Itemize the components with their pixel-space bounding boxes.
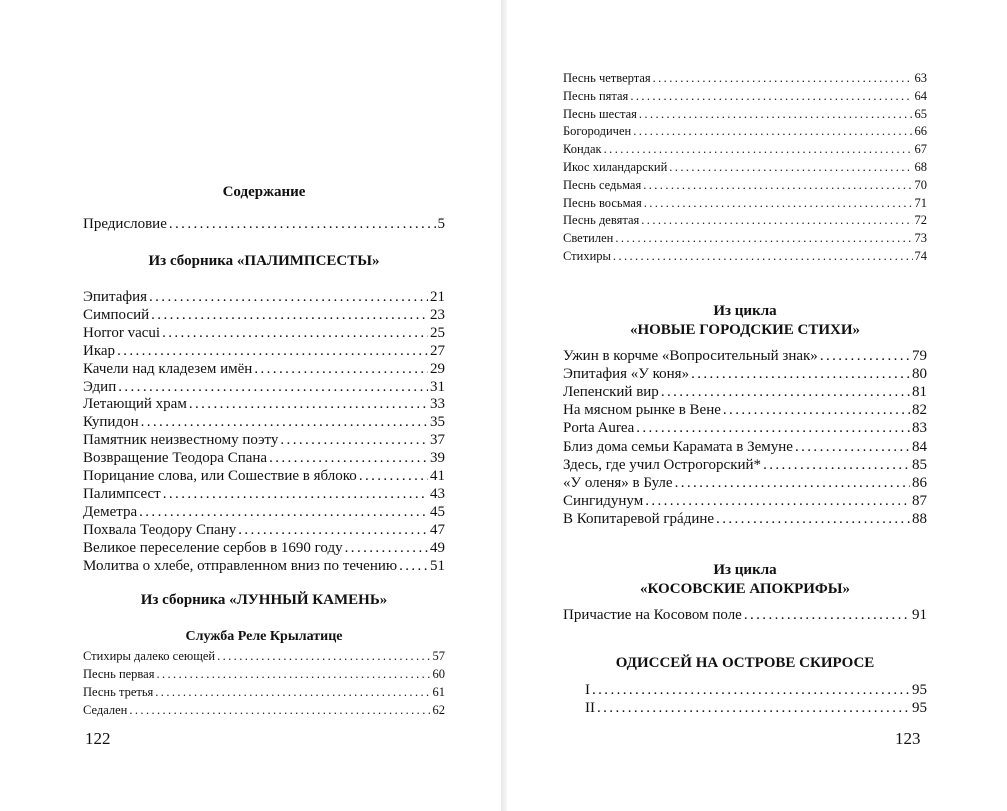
toc-entry-title: Песнь четвертая: [563, 71, 651, 85]
toc-entry: [563, 475, 927, 492]
toc-entry: [83, 361, 445, 378]
toc-entry-page: 88: [912, 510, 927, 527]
toc-entry-title: Палимпсест: [83, 485, 161, 502]
toc-entry-page: 35: [430, 414, 445, 431]
dot-leader: [399, 558, 428, 575]
dot-leader: [653, 71, 913, 86]
dot-leader: [238, 522, 428, 539]
toc-entry: [563, 196, 927, 211]
toc-entry: [83, 414, 445, 431]
toc-entry-title: Эпитафия: [83, 289, 147, 305]
dot-leader: [217, 649, 430, 664]
toc-entry: [563, 439, 927, 456]
toc-entry-page: 74: [914, 249, 927, 263]
dot-leader: [163, 486, 428, 503]
toc-entry: [83, 649, 445, 664]
toc-entry-page: 87: [912, 492, 927, 509]
toc-entry-page: 68: [914, 160, 927, 174]
toc-entry: [563, 160, 927, 175]
dot-leader: [118, 379, 428, 396]
toc-entry-title: Седален: [83, 702, 128, 717]
toc-entry-page: 83: [912, 420, 927, 437]
toc-entry: [563, 231, 927, 246]
toc-entry: [563, 384, 927, 401]
toc-entry-title: Предисловие: [83, 216, 167, 232]
section-heading-palimpsests: Из сборника «ПАЛИМПСЕСТЫ»: [148, 253, 380, 269]
dot-leader: [151, 307, 428, 324]
toc-entry-title: Качели над кладезем имён: [83, 360, 253, 377]
toc-entry-title: I: [585, 682, 590, 698]
toc-entry-page: 73: [914, 231, 927, 246]
dot-leader: [613, 249, 913, 264]
toc-entry-title: Кондак: [563, 142, 602, 157]
toc-entry: [563, 249, 927, 264]
toc-entry-title: Стихиры: [563, 249, 611, 263]
toc-entry-title: Porta Aurea: [563, 420, 635, 437]
toc-entry-page: 60: [432, 666, 445, 681]
toc-entry-title: Ужин в корчме «Вопросительный знак»: [563, 348, 818, 364]
dot-leader: [592, 682, 910, 699]
toc-entry-page: 84: [912, 438, 927, 455]
toc-entry: [83, 504, 445, 521]
toc-entry-page: 65: [914, 106, 927, 121]
toc-entry-title: Великое переселение сербов в 1690 году: [83, 539, 343, 556]
toc-entry: [563, 178, 927, 193]
cycle-heading-line2: «КОСОВСКИЕ АПОКРИФЫ»: [639, 581, 851, 597]
dot-leader: [820, 348, 910, 365]
toc-entry: [563, 348, 927, 365]
toc-entry: [563, 457, 927, 474]
dot-leader: [675, 475, 910, 492]
dot-leader: [630, 89, 912, 104]
toc-entry-title: Horror vacui: [83, 324, 161, 341]
dot-leader: [633, 124, 912, 139]
toc-entry-page: 5: [437, 216, 445, 232]
toc-entry-title: Песнь первая: [83, 666, 155, 681]
toc-entry-preface: [83, 216, 445, 233]
toc-entry-page: 66: [914, 124, 927, 139]
toc-entry-page: 91: [912, 607, 927, 623]
toc-entry-title: Лепенский вир: [563, 384, 659, 401]
dot-leader: [149, 289, 428, 306]
toc-entry-title: Песнь седьмая: [563, 177, 642, 192]
toc-entry-page: 43: [430, 485, 445, 502]
toc-entry-title: Икос хиландарский: [563, 160, 668, 174]
toc-entry-page: 81: [912, 384, 927, 401]
toc-entry-page: 63: [914, 71, 927, 85]
toc-entry-page: 41: [430, 468, 445, 484]
toc-entry-title: Близ дома семьи Карамата в Земуне: [563, 438, 793, 455]
toc-entry: [83, 558, 445, 575]
toc-entry: [563, 71, 927, 86]
cycle-heading-line1: Из цикла: [713, 303, 777, 319]
dot-leader: [162, 325, 428, 342]
toc-entry: [83, 486, 445, 503]
toc-entry-page: 23: [430, 306, 445, 323]
toc-entry-page: 21: [430, 289, 445, 305]
toc-entry: [83, 289, 445, 306]
toc-entry: [83, 450, 445, 467]
dot-leader: [691, 366, 910, 383]
toc-entry-page: 86: [912, 474, 927, 491]
dot-leader: [280, 432, 428, 449]
toc-entry-page: 33: [430, 396, 445, 413]
cycle-heading-line1: Из цикла: [713, 562, 777, 578]
toc-entry: [563, 493, 927, 510]
dot-leader: [359, 468, 428, 485]
toc-entry: [83, 522, 445, 539]
toc-entry-title: Икар: [83, 342, 116, 359]
dot-leader: [155, 685, 430, 700]
left-page: [0, 0, 500, 811]
page-number-right: 123: [895, 729, 921, 748]
toc-entry-title: Купидон: [83, 414, 139, 431]
toc-entry: [563, 420, 927, 437]
dot-leader: [139, 504, 428, 521]
toc-entry-title: На мясном рынке в Вене: [563, 402, 721, 419]
toc-entry-page: 95: [912, 682, 927, 698]
toc-entry-page: 64: [914, 88, 927, 103]
toc-entry-page: 80: [912, 366, 927, 383]
cycle-heading-new-city-poems: [563, 302, 927, 340]
toc-entry-page: 95: [912, 699, 927, 716]
toc-entry-title: Симпосий: [83, 306, 150, 323]
toc-entry-title: Песнь третья: [83, 684, 154, 699]
toc-entry: [83, 379, 445, 396]
toc-entry-page: 57: [432, 649, 445, 663]
toc-entry-title: Песнь пятая: [563, 88, 629, 103]
dot-leader: [643, 178, 912, 193]
toc-entry-page: 37: [430, 432, 445, 449]
dot-leader: [641, 213, 912, 228]
dot-leader: [645, 493, 910, 510]
toc-entry: [563, 213, 927, 228]
dot-leader: [604, 142, 913, 157]
toc-entry: [83, 343, 445, 360]
toc-entry-page: 67: [914, 142, 927, 157]
toc-entry-title: Молитва о хлебе, отправленном вниз по течению: [83, 557, 398, 574]
toc-entry: [83, 703, 445, 718]
toc-entry-page: 79: [912, 348, 927, 364]
toc-entry-title: Летающий храм: [83, 396, 187, 413]
toc-entry: [563, 402, 927, 419]
toc-entry: [585, 700, 927, 717]
toc-entry: [563, 142, 927, 157]
dot-leader: [669, 160, 912, 175]
dot-leader: [254, 361, 428, 378]
toc-entry-title: Памятник неизвестному поэту: [83, 432, 279, 449]
dot-leader: [763, 457, 910, 474]
toc-entry: [83, 685, 445, 700]
toc-entry-title: Возвращение Теодора Спана: [83, 450, 268, 467]
toc-entry-page: 31: [430, 378, 445, 395]
toc-entry: [83, 396, 445, 413]
toc-entry-title: Здесь, где учил Острогорский*: [563, 456, 762, 473]
dot-leader: [636, 420, 910, 437]
toc-entry: [83, 325, 445, 342]
dot-leader: [795, 439, 910, 456]
section-heading-moonstone: Из сборника «ЛУННЫЙ КАМЕНЬ»: [140, 592, 388, 608]
toc-entry-title: Эпитафия «У коня»: [563, 366, 690, 383]
toc-entry-page: 62: [432, 702, 445, 717]
toc-entry: [83, 432, 445, 449]
subsection-heading-service: Служба Реле Крылатице: [185, 629, 343, 644]
dot-leader: [169, 216, 436, 233]
toc-entry-page: 49: [430, 539, 445, 556]
dot-leader: [615, 231, 912, 246]
toc-entry-page: 29: [430, 360, 445, 377]
toc-entry-page: 47: [430, 521, 445, 538]
toc-entry: [563, 511, 927, 528]
toc-entry: [83, 667, 445, 682]
toc-entry-page: 51: [430, 557, 445, 574]
toc-entry: [83, 468, 445, 485]
toc-entry: [83, 307, 445, 324]
toc-entry: [585, 682, 927, 699]
toc-entry-title: II: [585, 699, 595, 716]
dot-leader: [716, 511, 910, 528]
toc-entry-page: 61: [432, 684, 445, 699]
toc-entry-title: «У оленя» в Буле: [563, 474, 673, 491]
toc-entry-title: Песнь восьмая: [563, 195, 642, 210]
toc-entry-page: 70: [914, 177, 927, 192]
toc-entry-page: 82: [912, 402, 927, 419]
toc-entry-page: 25: [430, 324, 445, 341]
toc-entry-title: Порицание слова, или Сошествие в яблоко: [83, 468, 357, 484]
dot-leader: [744, 607, 910, 624]
dot-leader: [639, 107, 913, 122]
dot-leader: [644, 196, 913, 211]
dot-leader: [597, 700, 910, 717]
cycle-heading-kosovo-apocrypha: [563, 561, 927, 599]
toc-entry-page: 85: [912, 456, 927, 473]
toc-entry-title: Причастие на Косовом поле: [563, 607, 742, 623]
odyssey-heading: ОДИССЕЙ НА ОСТРОВЕ СКИРОСЕ: [615, 655, 875, 671]
toc-entry-title: Деметра: [83, 503, 138, 520]
toc-entry-title: Песнь шестая: [563, 106, 637, 121]
dot-leader: [345, 540, 428, 557]
toc-entry: [563, 107, 927, 122]
toc-entry: [563, 607, 927, 624]
page-number-left: 122: [85, 729, 111, 748]
dot-leader: [141, 414, 428, 431]
toc-entry-title: Стихиры далеко сеющей: [83, 649, 216, 663]
toc-entry-title: Песнь девятая: [563, 213, 640, 228]
toc-entry-page: 39: [430, 450, 445, 467]
toc-entry: [563, 124, 927, 139]
toc-entry-page: 72: [914, 213, 927, 228]
toc-entry-page: 45: [430, 503, 445, 520]
toc-entry-title: В Копитаревой грáдине: [563, 510, 715, 527]
dot-leader: [156, 667, 430, 682]
toc-entry-page: 27: [430, 342, 445, 359]
dot-leader: [117, 343, 428, 360]
dot-leader: [269, 450, 428, 467]
dot-leader: [129, 703, 430, 718]
dot-leader: [723, 402, 910, 419]
toc-entry-title: Светилен: [563, 231, 614, 246]
toc-entry: [563, 366, 927, 383]
toc-entry: [563, 89, 927, 104]
toc-entry: [83, 540, 445, 557]
toc-entry-title: Сингидунум: [563, 492, 644, 509]
right-page: [507, 0, 1007, 811]
contents-title: Содержание: [222, 184, 306, 200]
toc-entry-title: Похвала Теодору Спану: [83, 521, 237, 538]
dot-leader: [661, 384, 910, 401]
toc-entry-page: 71: [914, 195, 927, 210]
dot-leader: [189, 396, 428, 413]
toc-entry-title: Богородичен: [563, 124, 632, 139]
cycle-heading-line2: «НОВЫЕ ГОРОДСКИЕ СТИХИ»: [629, 322, 861, 338]
toc-entry-title: Эдип: [83, 378, 117, 395]
